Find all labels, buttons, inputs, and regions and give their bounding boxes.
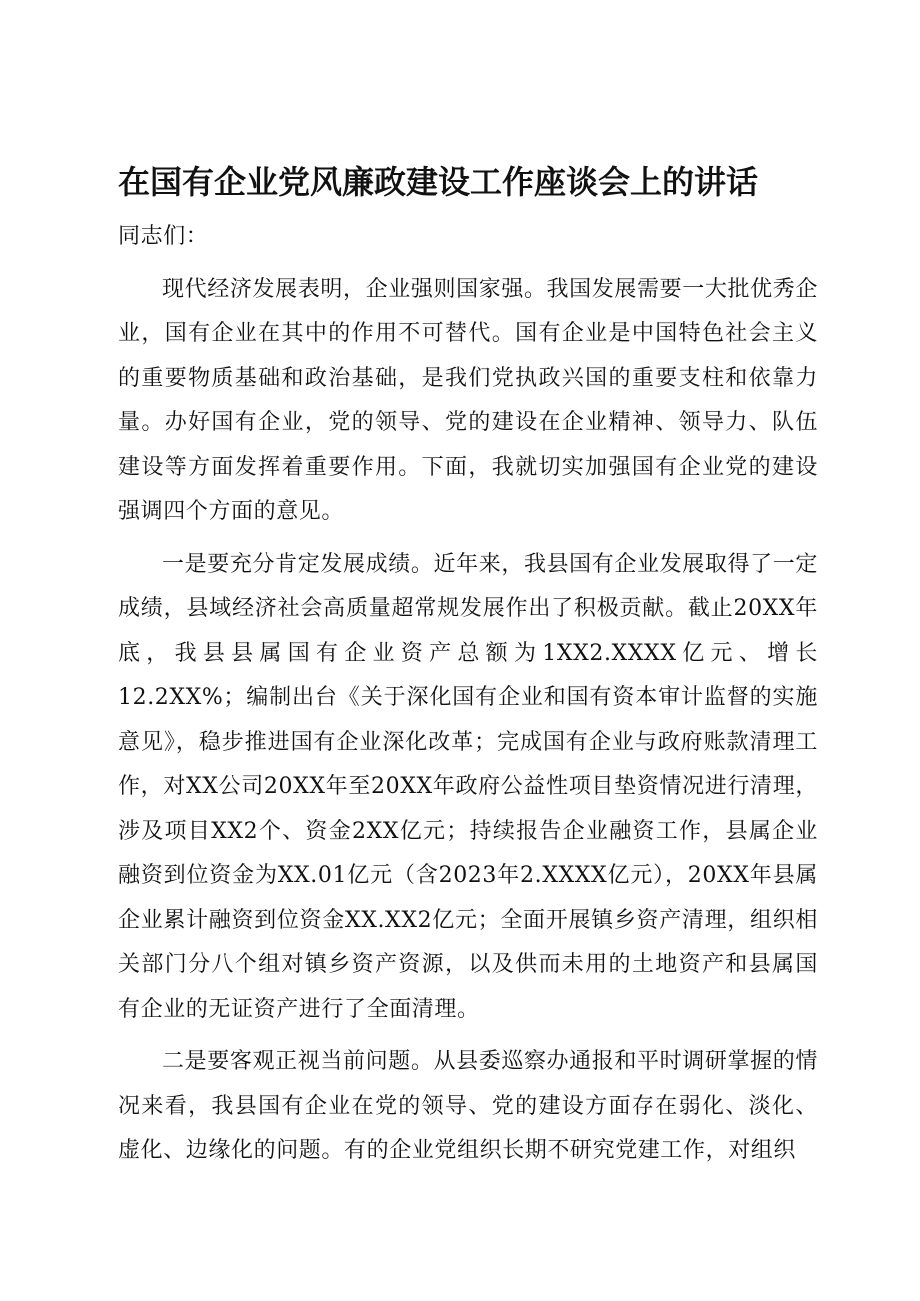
document-body [118,215,818,1182]
paragraph-intro: 现代经济发展表明，企业强则国家强。我国发展需要一大批优秀企业，国有企业在其中的作用不可替代。国有企业是中国特色社会主义的重要物质基础和政治基础，是我们党执政兴国的重要支柱和依靠力量。办好国有企业，党的领导、党的建设在企业精神、领导力、队伍建设等方面发挥着重要作用。下面，我就切实加强国有企业党的建设强调四个方面的意见。 [118,276,818,524]
document-title: 在国有企业党风廉政建设工作座谈会上的讲话 [118,163,759,201]
paragraph-achievements: 一是要充分肯定发展成绩。近年来，我县国有企业发展取得了一定成绩，县域经济社会高质量超常规发展作出了积极贡献。截止20XX年底，我县县属国有企业资产总额为1XX2.XXXX亿元、增长12.2XX%；编制出台《关于深化国有企业和国有资本审计监督的实施意见》，稳步推进国有企业深化改革；完成国有企业与政府账款清理工作，对XX公司20XX年至20XX年政府公益性项目垫资情况进行清理，涉及项目XX2个、资金2XX亿元；持续报告企业融资工作，县属企业融资到位资金为XX.01亿元（含2023年2.XXXX亿元），20XX年县属企业累计融资到位资金XX.XX2亿元；全面开展镇乡资产清理，组织相关部门分八个组对镇乡资产资源，以及供而未用的土地资产和县属国有企业的无证资产进行了全面清理。 [118,551,818,1022]
salutation: 同志们： [118,224,209,249]
paragraph-problems: 二是要客观正视当前问题。从县委巡察办通报和平时调研掌握的情况来看，我县国有企业在党的领导、党的建设方面存在弱化、淡化、虚化、边缘化的问题。有的企业党组织长期不研究党建工作，对组织 [118,1049,818,1163]
